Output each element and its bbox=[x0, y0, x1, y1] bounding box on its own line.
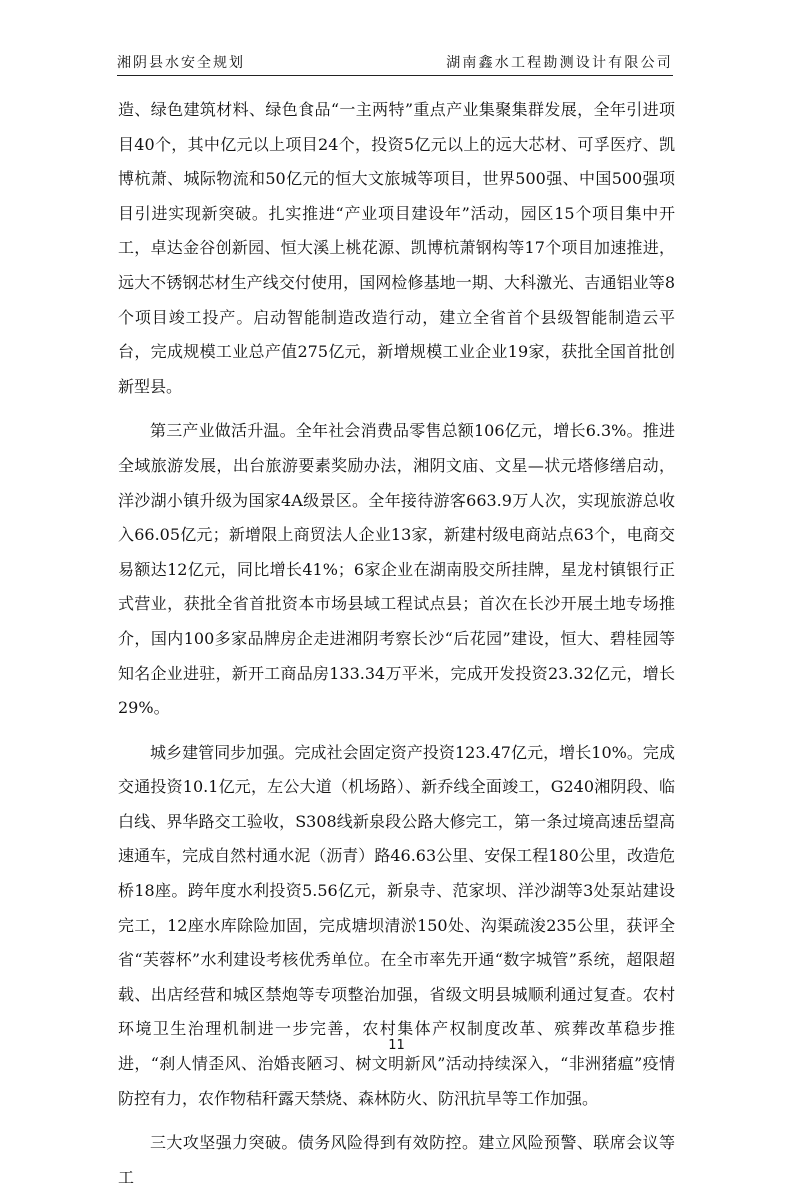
header-company-name: 湖南鑫水工程勘测设计有限公司 bbox=[446, 55, 673, 71]
document-body bbox=[118, 93, 675, 1195]
header-document-title: 湘阴县水安全规划 bbox=[117, 55, 245, 71]
paragraph-urban-rural-construction: 城乡建管同步加强。完成社会固定资产投资123.47亿元，增长10%。完成交通投资10.1亿元，左公大道（机场路）、新乔线全面竣工，G240湘阴段、临白线、界华路交工验收，S308线新泉段公路大修完工，第一条过境高速岳望高速通车，完成自然村通水泥（沥青）路46.63公里、安保工程180公里，改造危桥18座。跨年度水利投资5.56亿元，新泉寺、范家坝、洋沙湖等3处泵站建设完工，12座水库除险加固，完成塘坝清淤150处、沟渠疏浚235公里，获评全省“芙蓉杯”水利建设考核优秀单位。在全市率先开通“数字城管”系统，超限超载、出店经营和城区禁炮等专项整治加强，省级文明县城顺利通过复查。农村环境卫生治理机制进一步完善，农村集体产权制度改革、殡葬改革稳步推进，“刹人情歪风、治婚丧陋习、树文明新风”活动持续深入，“非洲猪瘟”疫情防控有力，农作物秸秆露天禁烧、森林防火、防汛抗旱等工作加强。 bbox=[118, 742, 675, 1108]
paragraph-three-battles: 三大攻坚强力突破。债务风险得到有效防控。建立风险预警、联席会议等工 bbox=[118, 1133, 675, 1187]
paragraph-industry-continued: 造、绿色建筑材料、绿色食品“一主两特”重点产业集聚集群发展，全年引进项目40个，其中亿元以上项目24个，投资5亿元以上的远大芯材、可孚医疗、凯博杭萧、城际物流和50亿元的恒大文旅城等项目，世界500强、中国500强项目引进实现新突破。扎实推进“产业项目建设年”活动，园区15个项目集中开工，卓达金谷创新园、恒大溪上桃花源、凯博杭萧钢构等17个项目加速推进，远大不锈钢芯材生产线交付使用，国网检修基地一期、大科激光、吉通铝业等8个项目竣工投产。启动智能制造改造行动，建立全省首个县级智能制造云平台，完成规模工业总产值275亿元，新增规模工业企业19家，获批全国首批创新型县。 bbox=[118, 100, 675, 396]
page-number: 11 bbox=[388, 1038, 405, 1053]
header-divider bbox=[117, 75, 673, 76]
paragraph-tertiary-industry: 第三产业做活升温。全年社会消费品零售总额106亿元，增长6.3%。推进全域旅游发展，出台旅游要素奖励办法，湘阴文庙、文星—状元塔修缮启动，洋沙湖小镇升级为国家4A级景区。全年接待游客663.9万人次，实现旅游总收入66.05亿元；新增限上商贸法人企业13家，新建村级电商站点63个，电商交易额达12亿元，同比增长41%；6家企业在湖南股交所挂牌，星龙村镇银行正式营业，获批全省首批资本市场县域工程试点县；首次在长沙开展土地专场推介，国内100多家品牌房企走进湘阴考察长沙“后花园”建设，恒大、碧桂园等知名企业进驻，新开工商品房133.34万平米，完成开发投资23.32亿元，增长29%。 bbox=[118, 421, 675, 718]
page-header bbox=[117, 52, 673, 74]
